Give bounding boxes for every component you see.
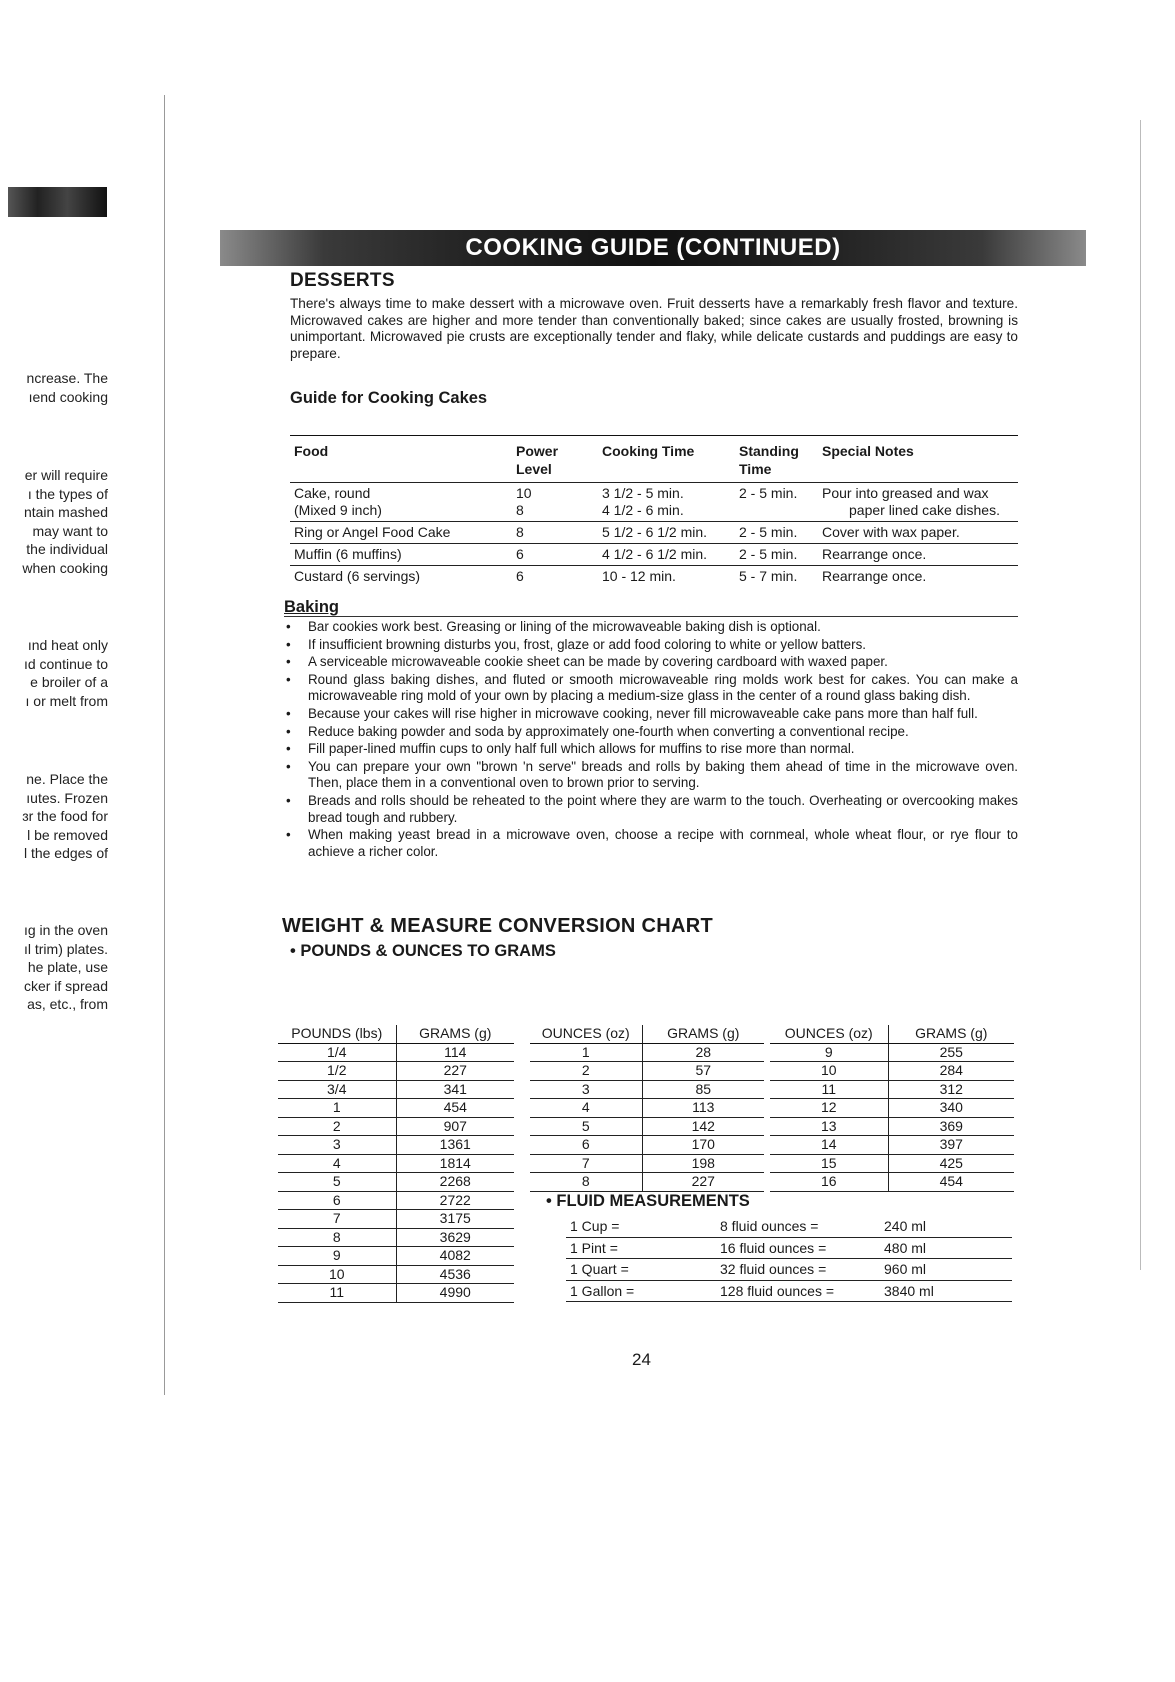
left-page-fragment-3 (0, 636, 108, 710)
table-row (278, 1191, 514, 1210)
pounds-table (278, 1025, 514, 1303)
cell-pounds: 1 (278, 1099, 396, 1118)
cell-pounds: 11 (278, 1284, 396, 1303)
cell-standing: 2 - 5 min. (739, 546, 798, 562)
cell-ounces: 6 (530, 1136, 642, 1155)
fragment-line: e broiler of a (30, 674, 108, 690)
fragment-line: ɜr the food for (22, 808, 108, 824)
cell-grams: 1361 (396, 1136, 514, 1155)
cell-grams: 454 (888, 1173, 1014, 1192)
cell-unit: 1 Gallon = (566, 1280, 716, 1302)
table-row (530, 1154, 764, 1173)
list-item: • When making yeast bread in a microwave oven, choose a recipe with cornmeal, whole wheat flour, or rye flour to achieve a richer color. (286, 827, 1018, 860)
cell-grams: 340 (888, 1099, 1014, 1118)
cell-pounds: 9 (278, 1247, 396, 1266)
right-edge-line (1140, 120, 1141, 1270)
cell-pounds: 3/4 (278, 1080, 396, 1099)
table-row (278, 1117, 514, 1136)
col-ounces: OUNCES (oz) (770, 1025, 888, 1043)
left-page-fragment-2 (0, 466, 108, 577)
fragment-line: ntain mashed (23, 504, 108, 520)
cell-pounds: 1/4 (278, 1043, 396, 1062)
table-row (278, 1062, 514, 1081)
cell-ml: 960 ml (880, 1259, 1012, 1281)
page-number: 24 (632, 1350, 651, 1369)
cell-ounces: 128 fluid ounces = (716, 1280, 880, 1302)
fluid-table (566, 1216, 1012, 1302)
table-row (278, 1154, 514, 1173)
table-row (566, 1280, 1012, 1302)
cell-pounds: 4 (278, 1154, 396, 1173)
list-item: • You can prepare your own "brown 'n serve" breads and rolls by baking them ahead of time in the microwave oven. Then, place them in a conventional oven to brown prior to serving. (286, 759, 1018, 792)
table-row (530, 1117, 764, 1136)
page-divider-line (164, 95, 165, 1395)
fluid-heading: • FLUID MEASUREMENTS (546, 1192, 750, 1210)
cell-text: 4 1/2 - 6 min. (602, 502, 684, 518)
list-item: • Because your cakes will rise higher in microwave cooking, never fill microwaveable cake pans more than half full. (286, 706, 1018, 723)
cell-ounces: 13 (770, 1117, 888, 1136)
table-row (770, 1099, 1014, 1118)
table-row (566, 1237, 1012, 1259)
cell-ounces: 15 (770, 1154, 888, 1173)
cell-ounces: 12 (770, 1099, 888, 1118)
fragment-line: l be removed (27, 826, 108, 843)
cell-cooking: 4 1/2 - 6 1/2 min. (602, 546, 708, 562)
table-row (278, 1228, 514, 1247)
cell-pounds: 6 (278, 1191, 396, 1210)
cell-notes: Rearrange once. (822, 546, 927, 562)
fragment-line: er will require (24, 467, 108, 483)
cell-pounds: 2 (278, 1117, 396, 1136)
table-row (530, 1099, 764, 1118)
desserts-intro: There's always time to make dessert with a microwave oven. Fruit desserts have a remarkably fresh flavor and texture. Microwaved cakes are higher and more tender than conventionally baked; since cakes are usually frosted, browning is unimportant. Microwaved pie crusts are exceptionally tender and flaky, while delicate custards and puddings are easy to prepare. (290, 296, 1018, 361)
table-row (530, 1080, 764, 1099)
table-row (278, 1099, 514, 1118)
cell-pounds: 7 (278, 1210, 396, 1229)
fragment-line: the individual (26, 541, 108, 557)
col-standing: Standing Time (739, 443, 799, 477)
ounces-table-2 (770, 1025, 1014, 1192)
cell-grams: 3629 (396, 1228, 514, 1247)
col-grams: GRAMS (g) (888, 1025, 1014, 1043)
cell-grams: 85 (642, 1080, 764, 1099)
table-row (278, 1043, 514, 1062)
fragment-line: as, etc., from (27, 996, 108, 1012)
table-row (278, 1173, 514, 1192)
table-row (278, 1284, 514, 1303)
cell-ounces: 1 (530, 1043, 642, 1062)
left-page-fragment-5 (0, 921, 108, 1014)
fragment-line: ncrease. The (26, 370, 108, 386)
left-page-fragment-4 (0, 770, 108, 863)
list-item: • A serviceable microwaveable cookie sheet can be made by covering cardboard with waxed paper. (286, 654, 1018, 671)
cell-grams: 113 (642, 1099, 764, 1118)
cell-ounces: 3 (530, 1080, 642, 1099)
banner-title: COOKING GUIDE (CONTINUED) (465, 234, 841, 261)
list-item: • Reduce baking powder and soda by approximately one-fourth when converting a conventional recipe. (286, 724, 1018, 741)
table-row (770, 1136, 1014, 1155)
cell-food: Custard (6 servings) (294, 568, 421, 584)
ounces-header-row (770, 1025, 1014, 1043)
cell-text: 3 1/2 - 5 min. (602, 485, 684, 501)
cell-grams: 170 (642, 1136, 764, 1155)
corner-tab-block (8, 187, 107, 217)
table-row (530, 1136, 764, 1155)
table-row (770, 1062, 1014, 1081)
cell-grams: 142 (642, 1117, 764, 1136)
table-row (770, 1080, 1014, 1099)
list-item: • Breads and rolls should be reheated to the point where they are warm to the touch. Overheating or overcooking makes bread tough and rubbery. (286, 793, 1018, 826)
cell-ounces: 7 (530, 1154, 642, 1173)
cell-pounds: 5 (278, 1173, 396, 1192)
fragment-line: ınd heat only (27, 637, 108, 653)
cell-grams: 28 (642, 1043, 764, 1062)
fragment-line: ıd continue to (23, 655, 108, 672)
cell-ounces: 14 (770, 1136, 888, 1155)
left-page-fragment-1 (0, 369, 108, 406)
cell-notes (818, 483, 1018, 522)
table-row (290, 566, 1018, 588)
cell-ounces: 16 (770, 1173, 888, 1192)
baking-heading: Baking (284, 598, 340, 616)
cakes-header-row (290, 436, 1018, 483)
table-row (290, 522, 1018, 544)
cell-pounds: 3 (278, 1136, 396, 1155)
fragment-line: cker if spread (23, 977, 108, 994)
baking-tips-list (286, 619, 1018, 861)
cell-text: paper lined cake dishes. (849, 502, 1000, 518)
cell-ounces: 8 fluid ounces = (716, 1216, 880, 1237)
ounces-header-row (530, 1025, 764, 1043)
fragment-line: ıend cooking (28, 388, 108, 405)
cell-ounces: 8 (530, 1173, 642, 1192)
fragment-line: ıutes. Frozen (26, 789, 108, 806)
cell-ounces: 9 (770, 1043, 888, 1062)
cell-grams: 198 (642, 1154, 764, 1173)
col-food: Food (294, 443, 329, 459)
cell-grams: 341 (396, 1080, 514, 1099)
cell-cooking (598, 483, 735, 522)
cell-grams: 227 (642, 1173, 764, 1192)
cell-text: Pour into greased and wax (822, 485, 989, 501)
cakes-guide-heading: Guide for Cooking Cakes (290, 389, 488, 407)
cell-notes: Cover with wax paper. (822, 524, 960, 540)
cell-text: 2 - 5 min. (739, 485, 798, 501)
cell-power: 6 (516, 568, 524, 584)
fragment-line: ne. Place the (26, 771, 108, 787)
table-row (566, 1259, 1012, 1281)
conversion-subheading: • POUNDS & OUNCES TO GRAMS (290, 942, 556, 960)
col-power: Power Level (516, 443, 559, 477)
cell-pounds: 1/2 (278, 1062, 396, 1081)
list-item: • Bar cookies work best. Greasing or lining of the microwaveable baking dish is optional. (286, 619, 1018, 636)
col-pounds: POUNDS (lbs) (278, 1025, 396, 1043)
fragment-line: he plate, use (27, 959, 108, 975)
col-ounces: OUNCES (oz) (530, 1025, 642, 1043)
cell-ounces: 4 (530, 1099, 642, 1118)
list-item: • Fill paper-lined muffin cups to only half full which allows for muffins to rise more than normal. (286, 741, 1018, 758)
conversion-heading: WEIGHT & MEASURE CONVERSION CHART (282, 915, 714, 937)
table-row (278, 1080, 514, 1099)
fragment-line: when cooking (22, 559, 108, 576)
list-item: • If insufficient browning disturbs you, frost, glaze or add food coloring to white or yellow batters. (286, 637, 1018, 654)
table-row (530, 1043, 764, 1062)
cell-grams: 4990 (396, 1284, 514, 1303)
cell-grams: 227 (396, 1062, 514, 1081)
cell-food (290, 483, 512, 522)
cell-unit: 1 Cup = (566, 1216, 716, 1237)
table-row (290, 483, 1018, 522)
cell-power: 8 (516, 524, 524, 540)
baking-rule (284, 616, 1018, 617)
fragment-line: ıg in the oven (23, 922, 108, 938)
cell-notes: Rearrange once. (822, 568, 927, 584)
cell-ounces: 10 (770, 1062, 888, 1081)
table-row (770, 1173, 1014, 1192)
fragment-line: l the edges of (23, 845, 108, 861)
table-row (278, 1136, 514, 1155)
fragment-line: ı the types of (27, 485, 108, 502)
table-row (770, 1154, 1014, 1173)
table-row (278, 1265, 514, 1284)
cell-standing: 2 - 5 min. (739, 524, 798, 540)
cell-grams: 369 (888, 1117, 1014, 1136)
cell-ml: 480 ml (880, 1237, 1012, 1259)
pounds-header-row (278, 1025, 514, 1043)
table-row (770, 1043, 1014, 1062)
table-row (290, 544, 1018, 566)
col-grams: GRAMS (g) (396, 1025, 514, 1043)
cell-pounds: 10 (278, 1265, 396, 1284)
cell-grams: 3175 (396, 1210, 514, 1229)
cell-grams: 397 (888, 1136, 1014, 1155)
desserts-heading: DESSERTS (290, 270, 395, 291)
table-row (530, 1173, 764, 1192)
cell-ounces: 11 (770, 1080, 888, 1099)
cell-food: Muffin (6 muffins) (294, 546, 402, 562)
cell-grams: 4536 (396, 1265, 514, 1284)
cell-grams: 2722 (396, 1191, 514, 1210)
fragment-line: ıl trim) plates. (23, 940, 108, 957)
cell-grams: 255 (888, 1043, 1014, 1062)
cell-grams: 114 (396, 1043, 514, 1062)
list-item: • Round glass baking dishes, and fluted or smooth microwaveable ring molds work best for cakes. You can make a microwaveable ring mold of your own by placing a medium-size glass in the center of a round glass baking dish. (286, 672, 1018, 705)
cell-grams: 425 (888, 1154, 1014, 1173)
cell-text: Cake, round (294, 485, 371, 501)
cell-ml: 3840 ml (880, 1280, 1012, 1302)
cell-unit: 1 Quart = (566, 1259, 716, 1281)
ounces-table-1 (530, 1025, 764, 1192)
table-row (770, 1117, 1014, 1136)
cell-food: Ring or Angel Food Cake (294, 524, 451, 540)
cell-standing (735, 483, 818, 522)
cell-standing: 5 - 7 min. (739, 568, 798, 584)
cell-ml: 240 ml (880, 1216, 1012, 1237)
col-grams: GRAMS (g) (642, 1025, 764, 1043)
col-notes: Special Notes (822, 443, 914, 459)
cell-ounces: 16 fluid ounces = (716, 1237, 880, 1259)
cell-text: (Mixed 9 inch) (294, 502, 382, 518)
cell-ounces: 2 (530, 1062, 642, 1081)
table-row (278, 1247, 514, 1266)
cakes-table (290, 435, 1018, 587)
cell-unit: 1 Pint = (566, 1237, 716, 1259)
cell-power: 6 (516, 546, 524, 562)
table-row (278, 1210, 514, 1229)
cell-grams: 2268 (396, 1173, 514, 1192)
cell-text: 10 (516, 485, 532, 501)
cell-grams: 1814 (396, 1154, 514, 1173)
cell-grams: 454 (396, 1099, 514, 1118)
fragment-line: may want to (32, 522, 108, 539)
col-cooking: Cooking Time (602, 443, 695, 459)
section-banner (220, 230, 1086, 266)
cell-grams: 312 (888, 1080, 1014, 1099)
cell-power (512, 483, 598, 522)
table-row (530, 1062, 764, 1081)
cell-grams: 57 (642, 1062, 764, 1081)
table-row (566, 1216, 1012, 1237)
fragment-line: ı or melt from (25, 692, 108, 709)
cell-grams: 4082 (396, 1247, 514, 1266)
cell-grams: 907 (396, 1117, 514, 1136)
cell-grams: 284 (888, 1062, 1014, 1081)
cell-cooking: 5 1/2 - 6 1/2 min. (602, 524, 708, 540)
cell-ounces: 5 (530, 1117, 642, 1136)
cell-cooking: 10 - 12 min. (602, 568, 676, 584)
cell-pounds: 8 (278, 1228, 396, 1247)
cell-text: 8 (516, 502, 524, 518)
cell-ounces: 32 fluid ounces = (716, 1259, 880, 1281)
